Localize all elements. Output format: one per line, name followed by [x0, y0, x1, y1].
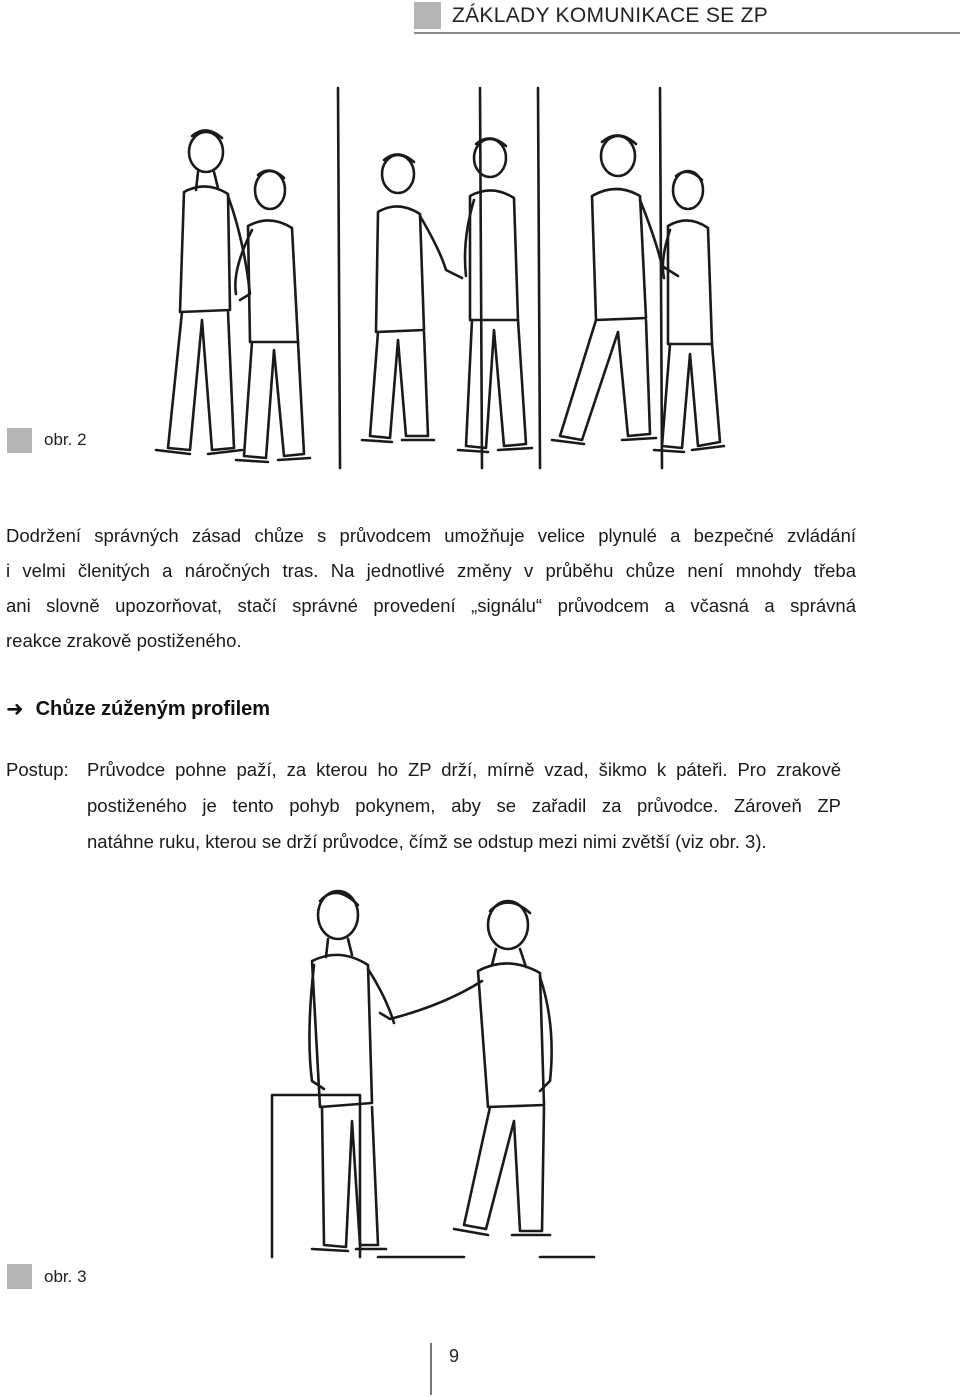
header-marker: [414, 2, 441, 29]
running-header: ZÁKLADY KOMUNIKACE SE ZP: [452, 4, 769, 27]
section-heading: [6, 698, 270, 721]
procedure-line: Průvodce pohne paží, za kterou ho ZP drží, mírně vzad, šikmo k páteři. Pro zrakově: [87, 759, 841, 780]
paragraph-line: reakce zrakově postiženého.: [6, 630, 242, 651]
procedure-line: natáhne ruku, kterou se drží průvodce, čímž se odstup mezi nimi zvětší (viz obr. 3).: [87, 831, 767, 852]
procedure-line: postiženého je tento pohyb pokynem, aby se zařadil za průvodce. Zároveň ZP: [87, 795, 841, 816]
body-paragraph: [6, 518, 856, 658]
procedure-block: [6, 752, 841, 860]
figure-3-illustration: [268, 885, 598, 1265]
figure-3-caption: obr. 3: [44, 1267, 87, 1286]
header-rule: [414, 32, 960, 34]
figure-3-marker: [7, 1264, 32, 1289]
page-number: 9: [449, 1346, 460, 1366]
figure-2-caption: obr. 2: [44, 430, 87, 449]
paragraph-line: ani slovně upozorňovat, stačí správné provedení „signálu“ průvodcem a včasná a správná: [6, 595, 856, 616]
procedure-text: [87, 752, 841, 860]
arrow-right-icon: ➜: [6, 698, 24, 721]
figure-2-illustration: [140, 80, 730, 480]
paragraph-line: Dodržení správných zásad chůze s průvodcem umožňuje velice plynulé a bezpečné zvládání: [6, 525, 856, 546]
paragraph-line: i velmi členitých a náročných tras. Na jednotlivé změny v průběhu chůze není mnohdy třeba: [6, 560, 856, 581]
page-number-rule: [430, 1343, 432, 1395]
section-title: Chůze zúženým profilem: [35, 698, 271, 720]
figure-2-marker: [7, 428, 32, 453]
procedure-label: Postup:: [6, 759, 69, 780]
